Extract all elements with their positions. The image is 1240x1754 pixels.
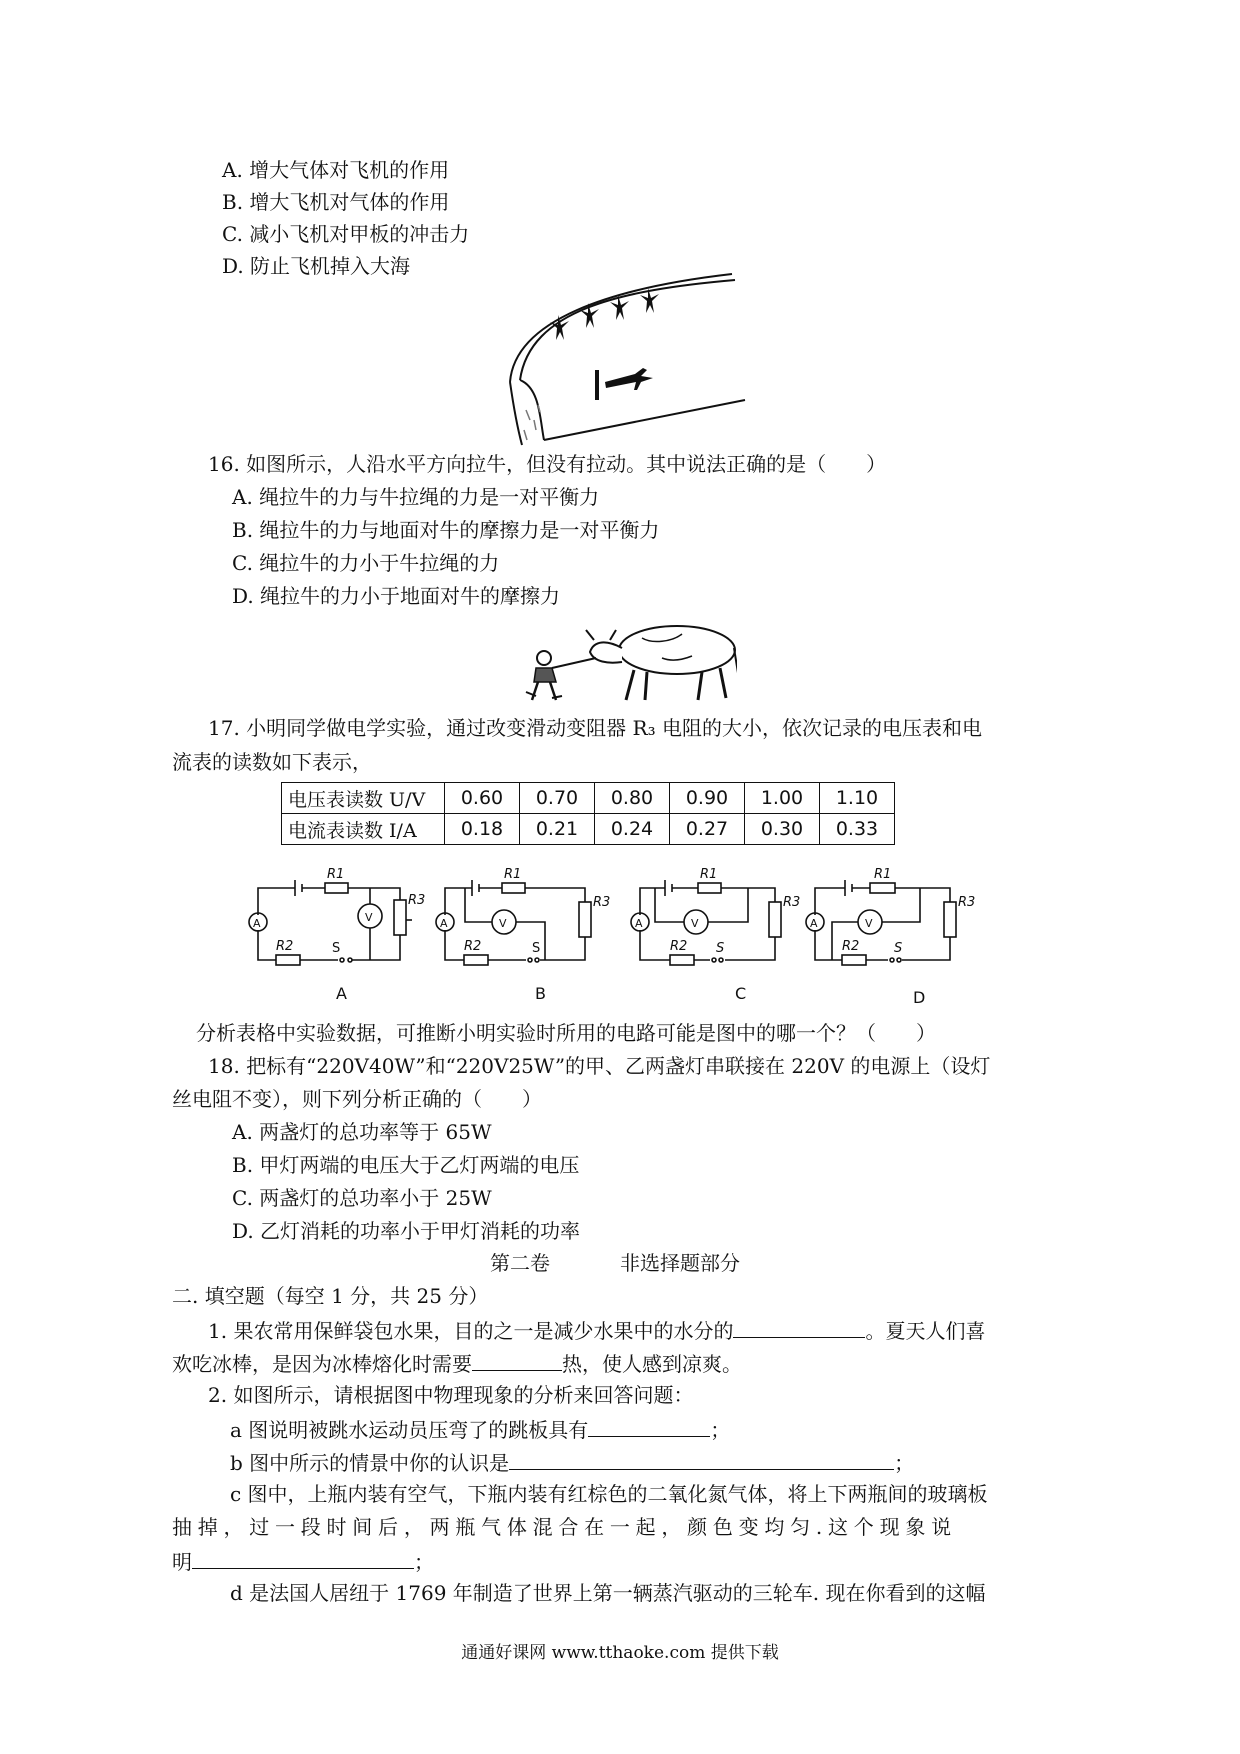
label-s: S [532, 941, 541, 956]
q18-option-c: C. 两盏灯的总功率小于 25W [232, 1186, 492, 1210]
fill2-c-end: ； [414, 1550, 434, 1574]
fill2-b-text: b 图中所示的情景中你的认识是 [230, 1451, 510, 1475]
ammeter-label: A [635, 917, 643, 930]
fill1-text-b: 。夏天人们喜 [865, 1319, 986, 1343]
part-title-a: 第二卷 [490, 1251, 550, 1275]
label-r2: R2 [670, 939, 688, 954]
table-cell: 1.00 [745, 783, 820, 814]
answer-blank[interactable] [472, 1348, 562, 1371]
circuit-d [806, 880, 956, 965]
section-title: 二. 填空题（每空 1 分，共 25 分） [172, 1284, 489, 1308]
table-cell: 0.24 [595, 814, 670, 845]
label-r2: R2 [842, 939, 860, 954]
q17-stem-line2: 流表的读数如下表示， [172, 750, 372, 774]
fill2-a-text: a 图说明被跳水运动员压弯了的跳板具有 [230, 1418, 589, 1442]
q16-option-c: C. 绳拉牛的力小于牛拉绳的力 [232, 551, 500, 575]
label-s: S [332, 941, 341, 956]
q18-option-d: D. 乙灯消耗的功率小于甲灯消耗的功率 [232, 1219, 581, 1243]
table-row [282, 814, 895, 845]
label-r1: R1 [874, 867, 892, 882]
answer-blank[interactable] [588, 1414, 710, 1437]
voltmeter-label: V [365, 911, 373, 924]
fill2-c-line3 [172, 1546, 434, 1576]
fill2-d-line1: d 是法国人居纽于 1769 年制造了世界上第一辆蒸汽驱动的三轮车. 现在你看到的这幅 [230, 1581, 986, 1605]
q15-option-c: C. 减小飞机对甲板的冲击力 [222, 222, 470, 246]
circuit-a [249, 880, 412, 965]
page-footer: 通通好课网 www.tthaoke.com 提供下载 [461, 1643, 779, 1663]
ammeter-label: A [253, 917, 261, 930]
answer-blank[interactable] [192, 1546, 414, 1569]
q16-option-b: B. 绳拉牛的力与地面对牛的摩擦力是一对平衡力 [232, 518, 660, 542]
q15-option-b: B. 增大飞机对气体的作用 [222, 190, 450, 214]
fill2-stem: 2. 如图所示，请根据图中物理现象的分析来回答问题： [208, 1383, 694, 1407]
table-row [282, 783, 895, 814]
label-r3: R3 [593, 895, 611, 910]
fill2-c-line1: c 图中，上瓶内装有空气，下瓶内装有红棕色的二氧化氮气体，将上下两瓶间的玻璃板 [230, 1482, 988, 1506]
aircraft-carrier-figure [500, 270, 750, 450]
fill1-text-d: 热，使人感到凉爽。 [562, 1352, 742, 1376]
table-cell: 0.30 [745, 814, 820, 845]
voltmeter-label: V [691, 917, 699, 930]
fill2-a [230, 1414, 730, 1444]
label-r1: R1 [504, 867, 522, 882]
circuit-c [631, 880, 781, 965]
label-r3: R3 [408, 893, 426, 908]
label-r2: R2 [276, 939, 294, 954]
person-pulling-cow-figure [522, 610, 737, 710]
current-header: 电流表读数 I/A [282, 814, 445, 845]
label-s: S [894, 941, 903, 956]
label-r3: R3 [958, 895, 976, 910]
measurement-table [281, 782, 895, 845]
q16-stem: 16. 如图所示，人沿水平方向拉牛，但没有拉动。其中说法正确的是（ ） [208, 452, 887, 476]
q15-option-d: D. 防止飞机掉入大海 [222, 254, 411, 278]
fill1-line1 [208, 1315, 985, 1345]
q17-stem-line1: 17. 小明同学做电学实验，通过改变滑动变阻器 R₃ 电阻的大小，依次记录的电压表和电 [208, 716, 982, 740]
circuit-caption-c: C [735, 984, 747, 1003]
label-s: S [716, 941, 725, 956]
q16-option-a: A. 绳拉牛的力与牛拉绳的力是一对平衡力 [232, 485, 600, 509]
table-cell: 0.70 [520, 783, 595, 814]
label-r1: R1 [327, 867, 345, 882]
fill2-a-end: ； [710, 1418, 731, 1442]
table-cell: 0.33 [820, 814, 895, 845]
q18-stem-line1: 18. 把标有“220V40W”和“220V25W”的甲、乙两盏灯串联接在 220V 的电源上（设灯 [208, 1054, 991, 1078]
q18-option-a: A. 两盏灯的总功率等于 65W [232, 1120, 492, 1144]
voltmeter-label: V [499, 917, 507, 930]
voltage-header: 电压表读数 U/V [282, 783, 445, 814]
voltmeter-label: V [865, 917, 873, 930]
table-cell: 0.18 [445, 814, 520, 845]
answer-blank[interactable] [733, 1315, 865, 1338]
fill1-text-a: 1. 果农常用保鲜袋包水果，目的之一是减少水果中的水分的 [208, 1319, 734, 1343]
fill1-text-c: 欢吃冰棒，是因为冰棒熔化时需要 [172, 1352, 472, 1376]
table-cell: 0.21 [520, 814, 595, 845]
circuit-caption-d: D [913, 988, 926, 1007]
table-cell: 0.90 [670, 783, 745, 814]
table-cell: 0.27 [670, 814, 745, 845]
answer-blank[interactable] [509, 1447, 894, 1470]
label-r3: R3 [783, 895, 801, 910]
circuit-diagrams [240, 860, 1020, 970]
q18-option-b: B. 甲灯两端的电压大于乙灯两端的电压 [232, 1153, 580, 1177]
circuit-caption-b: B [535, 984, 546, 1003]
fill2-c-text: 明 [172, 1550, 192, 1574]
part-title-b: 非选择题部分 [620, 1251, 740, 1275]
fill2-b-end: ； [894, 1451, 915, 1475]
label-r2: R2 [464, 939, 482, 954]
label-r1: R1 [700, 867, 718, 882]
fill1-line2 [172, 1348, 742, 1378]
q17-question: 分析表格中实验数据，可推断小明实验时所用的电路可能是图中的哪一个？（ ） [196, 1021, 936, 1045]
q16-option-d: D. 绳拉牛的力小于地面对牛的摩擦力 [232, 584, 561, 608]
ammeter-label: A [810, 917, 818, 930]
circuit-b [436, 880, 591, 965]
table-cell: 1.10 [820, 783, 895, 814]
q18-stem-line2: 丝电阻不变），则下列分析正确的（ ） [172, 1087, 542, 1111]
table-cell: 0.60 [445, 783, 520, 814]
table-cell: 0.80 [595, 783, 670, 814]
fill2-c-line2: 抽 掉 ， 过 一 段 时 间 后 ， 两 瓶 气 体 混 合 在 一 起 ， 颜 色 变 均 匀 . 这 个 现 象 说 [172, 1515, 951, 1539]
circuit-caption-a: A [336, 984, 347, 1003]
q15-option-a: A. 增大气体对飞机的作用 [222, 158, 450, 182]
ammeter-label: A [440, 917, 448, 930]
fill2-b [230, 1447, 914, 1477]
